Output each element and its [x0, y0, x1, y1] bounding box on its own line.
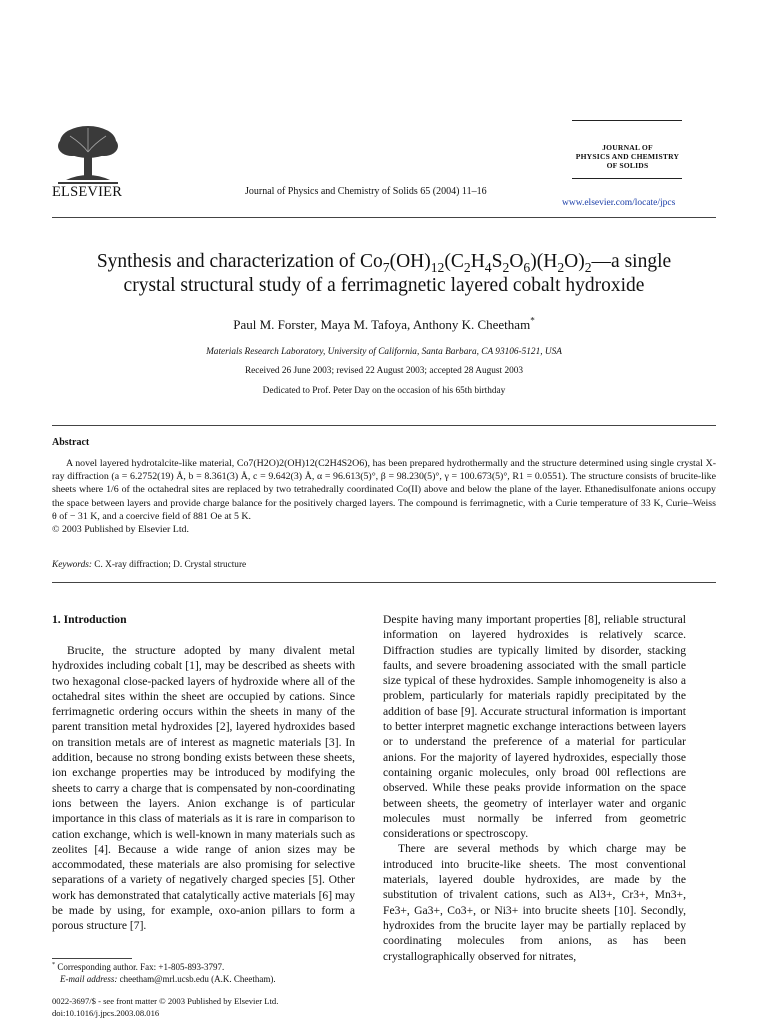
- journal-title-line: JOURNAL OF: [602, 143, 653, 152]
- email-address[interactable]: cheetham@mrl.ucsb.edu (A.K. Cheetham).: [117, 974, 276, 984]
- front-matter-copyright: [52, 996, 278, 1019]
- journal-title-rule-top: [572, 120, 682, 121]
- left-column: [52, 643, 355, 934]
- journal-title-rule-bottom: [572, 178, 682, 179]
- footnote-text: Corresponding author. Fax: +1-805-893-3797.: [55, 962, 225, 972]
- abstract-divider-bottom: [52, 582, 716, 583]
- paragraph: Brucite, the structure adopted by many divalent metal hydroxides including cobalt [1], may be described as sheets with two hexagonal close-packed layers of hydroxide where all of the octahedral sites within the sheet are occupied by cations. Since ferrimagnetic ordering occurs within the sheets in many of the parent transition metal hydroxides [2], layered hydroxides based on transition metals are of interest as magnetic materials [3]. In addition, because no strong bonding exists between these sheets, ion exchange properties may be introduced by modifying the sheets to carry a charge that is compensated by non-coordinating ions between the layers. Anion exchange is of particular importance in this class of materials as it is rare in comparison to cation exchange, which is well-known in many materials such as zeolites [4]. Because a wide range of anion sizes may be accommodated, these materials are also promising for selective separations of a variety of negatively charged species [5]. Other work has demonstrated that catalytically active materials [6] may be made by using, for example, oxo-anion pillars to form a porous structure [7].: [52, 644, 355, 933]
- received-dates: Received 26 June 2003; revised 22 August 2003; accepted 28 August 2003: [244, 366, 524, 376]
- paragraph: Despite having many important properties [8], reliable structural information on layered hydroxides is relatively scarce. Diffraction studies are typically limited by disorder, stacking faults, and severe broadening associated with the small particle size typical of these hydroxides. Sample inhomogeneity is also a problem, particularly for materials rapidly precipitated by the addition of base [9]. Accurate structural information is important to better interpret magnetic exchange interactions between layers or to understand the preference of a material for particular anions. For the majority of layered hydroxides, especially those containing organic molecules, only broad 00l reflections are observed. While these peaks provide information on the space between sheets, the geometry of interlayer water and organic molecules must normally be inferred from geometric considerations or spectroscopy.: [383, 613, 686, 841]
- abstract-text: A novel layered hydrotalcite-like material, Co7(H2O)2(OH)12(C2H4S2O6), has been prepared hydrothermally and the structure determined using single crystal X-ray diffraction (a = 6.2752(19) Å, b = 8.361(3) Å, c = 9.642(3) Å, α = 96.613(5)°, β = 98.230(5)°, γ = 100.673(5)°, R1 = 0.0551). The structure consists of brucite-like sheets where 1/6 of the octahedral sites are replaced by two tetrahedrally coordinated Co(II) above and below the plane of the layer. Ethanedisulfonate anions occupy the space between layers and provide charge balance for the positively charged layers. The compound is ferrimagnetic, with a Curie temperature of 33 K, Curie–Weiss θ of − 31 K, and a coercive field of 881 Oe at 5 K.: [52, 458, 716, 522]
- keywords-text: C. X-ray diffraction; D. Crystal structure: [91, 560, 247, 570]
- section-heading: 1. Introduction: [52, 613, 127, 626]
- elsevier-tree-logo: [52, 122, 124, 189]
- corresponding-author-mark[interactable]: *: [530, 315, 535, 326]
- journal-title-line: PHYSICS AND CHEMISTRY: [575, 152, 680, 161]
- dedication: Dedicated to Prof. Peter Day on the occasion of his 65th birthday: [262, 386, 506, 396]
- keywords: [52, 560, 246, 570]
- email-label: E-mail address:: [60, 974, 118, 984]
- issn-line: 0022-3697/$ - see front matter © 2003 Published by Elsevier Ltd.: [52, 996, 279, 1006]
- footnote: [52, 961, 362, 985]
- keywords-label: Keywords:: [52, 560, 92, 570]
- abstract-body: [52, 457, 716, 536]
- doi-line[interactable]: doi:10.1016/j.jpcs.2003.08.016: [52, 1007, 160, 1018]
- right-column: [383, 612, 686, 964]
- journal-title-block: [560, 143, 695, 170]
- footnote-divider: [52, 958, 132, 959]
- journal-title-line: OF SOLIDS: [606, 161, 649, 170]
- article-title: Synthesis and characterization of $Co_7(OH)_{12}(C_2H_4S_2O_6)(H_2O)_2—a$ single crystal structural study of a ferrimagnetic layered cobalt hydroxide: [96, 251, 672, 296]
- affiliation: Materials Research Laboratory, University of California, Santa Barbara, CA 93106-5121, USA: [206, 347, 562, 357]
- journal-citation: Journal of Physics and Chemistry of Solids 65 (2004) 11–16: [245, 186, 487, 197]
- header-divider: [52, 217, 716, 218]
- journal-url-link[interactable]: www.elsevier.com/locate/jpcs: [562, 198, 676, 208]
- abstract-heading: Abstract: [52, 437, 90, 448]
- author-list: Paul M. Forster, Maya M. Tafoya, Anthony K. Cheetham*: [233, 315, 535, 332]
- footnote-mark: *: [52, 961, 56, 968]
- paragraph: There are several methods by which charge may be introduced into brucite-like sheets. The most conventional materials, layered double hydroxides, are made by the substitution of trivalent cations, such as Al3+, Cr3+, Mn3+, Fe3+, Ga3+, Co3+, or Ni3+ into brucite sheets [10]. Secondly, hydroxides from the brucite layer may be partially replaced by coordinating molecules from anions, as has been crystallographically observed for nitrates,: [383, 842, 686, 963]
- publisher-name: ELSEVIER: [52, 184, 123, 200]
- abstract-copyright: © 2003 Published by Elsevier Ltd.: [52, 524, 189, 536]
- abstract-divider-top: [52, 425, 716, 426]
